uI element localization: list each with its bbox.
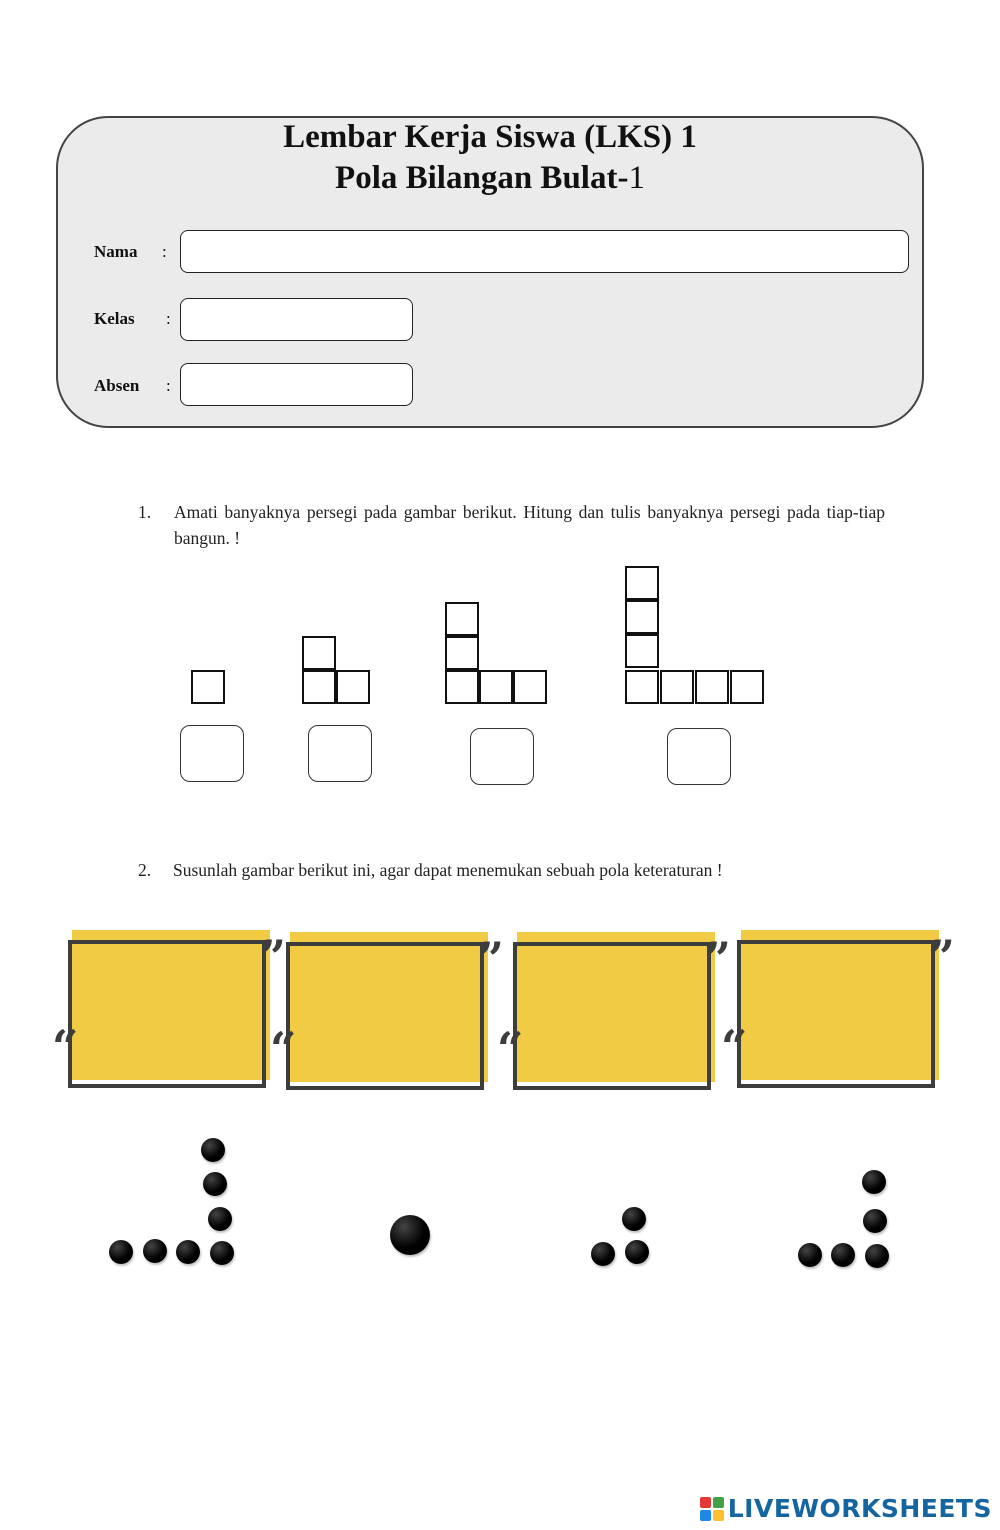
drop-zone-1[interactable]: [52, 930, 288, 1096]
dot: [109, 1240, 133, 1264]
close-quote-icon: ”: [477, 932, 504, 986]
drop-zone-2[interactable]: [270, 932, 506, 1098]
close-quote-icon: ”: [259, 930, 286, 984]
square: [302, 670, 336, 704]
logo-tile: [700, 1510, 711, 1521]
brand-text: LIVEWORKSHEETS: [727, 1494, 992, 1523]
absen-label: Absen: [94, 376, 140, 395]
close-quote-icon: ”: [928, 930, 955, 984]
worksheet-subtitle: [58, 162, 922, 195]
open-quote-icon: “: [497, 1022, 524, 1076]
logo-tile: [700, 1497, 711, 1508]
dot: [625, 1240, 649, 1264]
dot: [865, 1244, 889, 1268]
worksheet-title: Lembar Kerja Siswa (LKS) 1: [283, 119, 697, 155]
dot: [622, 1207, 646, 1231]
square: [445, 670, 479, 704]
close-quote-icon: ”: [704, 932, 731, 986]
question-2-number: 2.: [138, 860, 152, 880]
answer-box-2[interactable]: [308, 725, 372, 782]
drop-zone-frame: [286, 942, 484, 1090]
liveworksheets-logo-icon: [700, 1497, 724, 1521]
dot: [591, 1242, 615, 1266]
square: [302, 636, 336, 670]
drop-zone-4[interactable]: [721, 930, 957, 1096]
square: [695, 670, 729, 704]
logo-tile: [713, 1497, 724, 1508]
dot: [390, 1215, 430, 1255]
dot: [831, 1243, 855, 1267]
logo-tile: [713, 1510, 724, 1521]
drop-zone-frame: [68, 940, 266, 1088]
open-quote-icon: “: [52, 1020, 79, 1074]
square: [191, 670, 225, 704]
square: [513, 670, 547, 704]
nama-input[interactable]: [180, 230, 909, 273]
square: [625, 634, 659, 668]
subtitle-number: 1: [628, 160, 645, 196]
dot: [143, 1239, 167, 1263]
dot: [798, 1243, 822, 1267]
open-quote-icon: “: [270, 1022, 297, 1076]
square: [625, 600, 659, 634]
question-1-text: Amati banyaknya persegi pada gambar berikut. Hitung dan tulis banyaknya persegi pada tiap-tiap bangun. !: [174, 502, 885, 548]
liveworksheets-brand: [700, 1494, 992, 1523]
square: [336, 670, 370, 704]
square: [625, 566, 659, 600]
square: [445, 602, 479, 636]
kelas-input[interactable]: [180, 298, 413, 341]
dot: [203, 1172, 227, 1196]
dot: [862, 1170, 886, 1194]
dot: [208, 1207, 232, 1231]
absen-input[interactable]: [180, 363, 413, 406]
drop-zone-frame: [513, 942, 711, 1090]
open-quote-icon: “: [721, 1020, 748, 1074]
square: [730, 670, 764, 704]
square: [625, 670, 659, 704]
subtitle-text: Pola Bilangan Bulat-: [335, 160, 629, 196]
square: [445, 636, 479, 670]
square: [479, 670, 513, 704]
nama-label: Nama: [94, 242, 138, 261]
dot: [210, 1241, 234, 1265]
answer-box-4[interactable]: [667, 728, 731, 785]
absen-colon: :: [166, 376, 171, 395]
answer-box-3[interactable]: [470, 728, 534, 785]
dot: [176, 1240, 200, 1264]
header-card: [56, 116, 924, 428]
answer-box-1[interactable]: [180, 725, 244, 782]
drop-zone-3[interactable]: [497, 932, 733, 1098]
dot: [201, 1138, 225, 1162]
kelas-label: Kelas: [94, 309, 135, 328]
question-2-text: Susunlah gambar berikut ini, agar dapat menemukan sebuah pola keteraturan !: [173, 860, 723, 880]
square: [660, 670, 694, 704]
nama-colon: :: [162, 242, 167, 261]
drop-zone-frame: [737, 940, 935, 1088]
kelas-colon: :: [166, 309, 171, 328]
question-1-number: 1.: [138, 502, 152, 522]
dot: [863, 1209, 887, 1233]
